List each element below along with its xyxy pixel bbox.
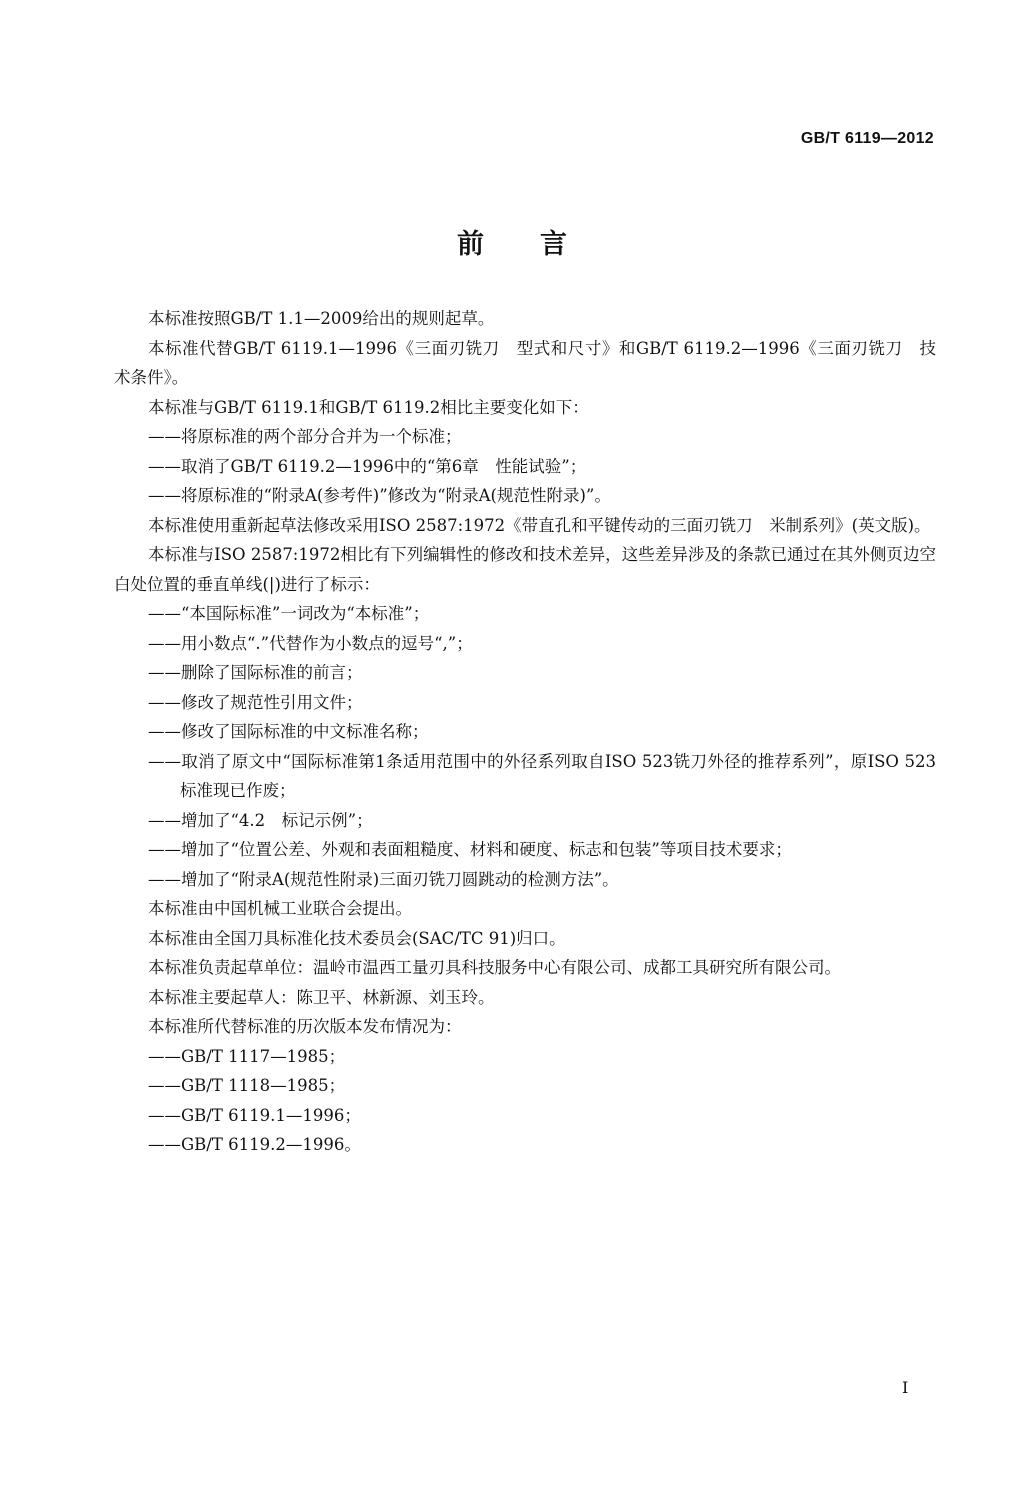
page-title: 前言	[457, 229, 623, 260]
list-item: ——将原标准的“附录A(参考件)”修改为“附录A(规范性附录)”。	[148, 486, 611, 505]
list-item: ——修改了国际标准的中文标准名称；	[148, 722, 429, 741]
page-number: I	[902, 1378, 909, 1397]
list-item: ——“本国际标准”一词改为“本标准”；	[148, 604, 430, 623]
list-item: ——增加了“附录A(规范性附录)三面刃铣刀圆跳动的检测方法”。	[148, 869, 619, 889]
list-item: ——GB/T 6119.1—1996；	[148, 1105, 361, 1125]
paragraph-drafters: 本标准主要起草人：陈卫平、林新源、刘玉玲。	[148, 987, 495, 1007]
paragraph-history: 本标准所代替标准的历次版本发布情况为：	[148, 1017, 462, 1036]
list-item: ——GB/T 1117—1985；	[148, 1046, 346, 1066]
list-item: ——删除了国际标准的前言；	[148, 663, 363, 682]
list-item: ——取消了GB/T 6119.2—1996中的“第6章 性能试验”；	[148, 456, 587, 476]
list-item: ——修改了规范性引用文件；	[148, 692, 363, 712]
foreword-body	[114, 304, 936, 1160]
standard-number: GB/T 6119—2012	[800, 130, 934, 147]
list-item: ——用小数点“.”代替作为小数点的逗号“,”；	[148, 633, 473, 653]
paragraph-replaces: 本标准代替GB/T 6119.1—1996《三面刃铣刀 型式和尺寸》和GB/T 6119.2—1996《三面刃铣刀 技术条件》。	[114, 338, 936, 387]
list-item: ——GB/T 1118—1985；	[148, 1076, 346, 1095]
list-item: ——将原标准的两个部分合并为一个标准；	[148, 427, 462, 446]
paragraph-technical-differences: 本标准与ISO 2587:1972相比有下列编辑性的修改和技术差异，这些差异涉及的条款已通过在其外侧页边空白处位置的垂直单线(|)进行了标示：	[114, 545, 936, 594]
list-item: ——增加了“位置公差、外观和表面粗糙度、材料和硬度、标志和包装”等项目技术要求；	[148, 840, 792, 859]
list-item: ——增加了“4.2 标记示例”；	[148, 810, 373, 830]
paragraph-under-jurisdiction: 本标准由全国刀具标准化技术委员会(SAC/TC 91)归口。	[148, 928, 566, 948]
list-item: ——GB/T 6119.2—1996。	[148, 1135, 361, 1154]
list-item: ——取消了原文中“国际标准第1条适用范围中的外径系列取自ISO 523铣刀外径的推荐系列”，原ISO 523标准现已作废；	[148, 751, 936, 800]
paragraph-proposed-by: 本标准由中国机械工业联合会提出。	[148, 899, 412, 918]
paragraph-adoption: 本标准使用重新起草法修改采用ISO 2587:1972《带直孔和平键传动的三面刃铣刀 米制系列》(英文版)。	[148, 515, 931, 535]
paragraph-drafting-units: 本标准负责起草单位：温岭市温西工量刃具科技服务中心有限公司、成都工具研究所有限公司。	[148, 958, 841, 977]
paragraph-drafting-rules: 本标准按照GB/T 1.1—2009给出的规则起草。	[148, 309, 495, 328]
paragraph-main-changes: 本标准与GB/T 6119.1和GB/T 6119.2相比主要变化如下：	[148, 397, 589, 417]
